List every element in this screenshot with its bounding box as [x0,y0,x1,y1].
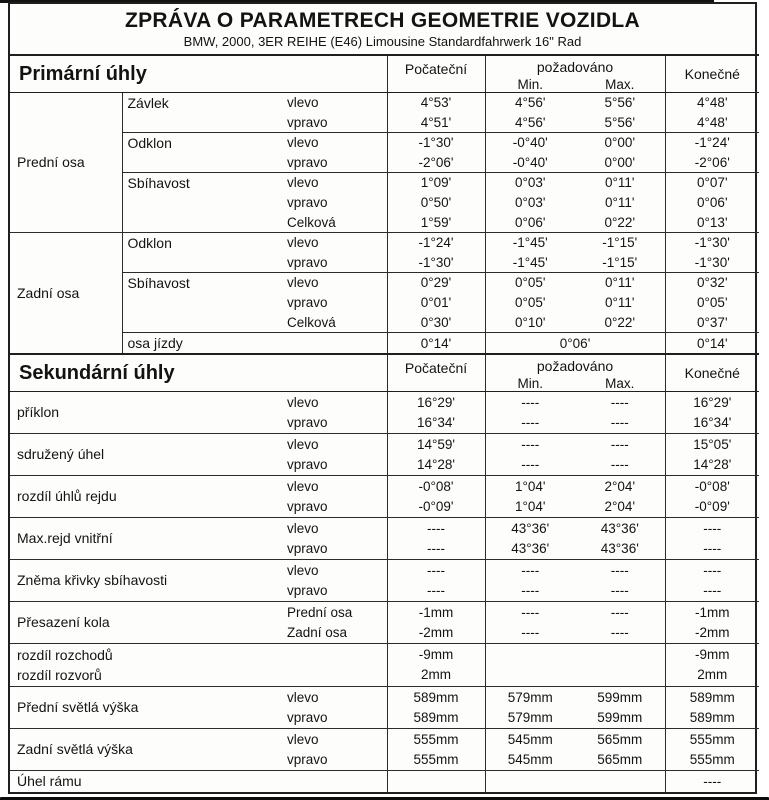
col-header-final: Konečné [665,354,759,392]
value-cell-initial: -1°30' [387,133,485,153]
side-label-cell: vlevo [282,476,387,497]
value-cell-min: 579mm [485,687,575,708]
value-cell-initial [387,644,485,687]
value-cell-max: ---- [610,583,629,599]
value-cell-min: 0°10' [485,313,575,333]
value-cell-min: 1°04' [485,497,575,518]
value-cell-final: ---- [665,518,759,539]
value-cell-max: 0°22' [604,314,636,330]
value-cell-final: ---- [665,560,759,581]
value-cell-max: ---- [575,560,665,581]
table-row [10,434,759,455]
side-label-cell: Celková [287,214,336,230]
value-cell-final: 15°05' [665,434,759,455]
value-cell-min: 1°04' [485,476,575,497]
value-cell-max: -1°15' [602,254,638,270]
value-cell-final: 0°05' [665,293,759,313]
side-label-cell: vpravo [287,710,328,726]
value-cell-max: 565mm [575,729,665,750]
value-cell-final: 0°06' [665,193,759,213]
value-cell-min: ---- [485,455,575,476]
table-row [10,133,759,153]
param-label-cell: Sbíhavost [122,273,282,333]
row-label-cell: Přední světlá výška [10,687,282,729]
value-cell-final: 4°48' [665,113,759,133]
side-label-cell: vpravo [287,583,328,599]
value-cell-final: -2mm [665,623,759,644]
value-cell-min: 0°06' [485,213,575,233]
side-label-cell: Prední osa [282,602,387,623]
report-title: ZPRÁVA O PARAMETRECH GEOMETRIE VOZIDLA [124,9,641,32]
param-label-cell: Odklon [122,133,282,173]
value-cell-initial: -2mm [387,623,485,644]
value-cell-initial: -1mm [387,602,485,623]
value-cell-max: 565mm [597,752,643,768]
primary-section-header [10,55,759,93]
value-cell-max: 5°56' [604,95,636,111]
value-cell-min: 43°36' [485,518,575,539]
col-header-required [485,354,665,392]
side-label-cell: Celková [287,314,336,330]
value-cell-max: 599mm [575,687,665,708]
side-label-cell: vlevo [282,560,387,581]
value-cell-max: 0°11' [575,273,665,293]
value-cell-final: 0°37' [665,313,759,333]
value-cell-initial: 14°28' [387,455,485,476]
value-cell-final: 16°34' [665,413,759,434]
value-cell-required: 0°06' [485,333,665,355]
side-label-cell: Zadní osa [287,625,348,641]
value-cell-final: 589mm [665,687,759,708]
report-header [10,4,755,54]
value-cell-initial: 555mm [387,729,485,750]
value-cell-initial: 16°29' [387,392,485,413]
value-cell-max: 0°00' [575,133,665,153]
table-row [10,392,759,413]
value-cell-final: -1°24' [665,133,759,153]
value-cell-initial: 1°59' [387,213,485,233]
value-cell-min: 4°56' [485,93,575,113]
side-label-cell: vpravo [287,415,328,431]
value-cell-initial: ---- [387,539,485,560]
value-line: 2mm [697,667,728,682]
report-page [0,2,769,800]
side-label-cell: vpravo [287,499,328,515]
col-header-required [485,55,665,93]
value-cell-final: 0°07' [665,173,759,193]
row-label-cell: osa jízdy [122,333,387,355]
table-row [10,333,759,355]
required-label: požadováno [536,358,614,374]
required-label: požadováno [536,59,614,75]
value-cell-final: 4°48' [665,93,759,113]
scan-bottom-edge [0,797,769,800]
value-cell-min: 545mm [485,729,575,750]
side-label-cell: vpravo [287,195,328,210]
value-line: -9mm [695,647,730,662]
value-cell-required [485,644,665,687]
col-header-initial: Počateční [387,354,485,392]
vehicle-description: BMW, 2000, 3ER REIHE (E46) Limousine Standardfahrwerk 16" Rad [183,34,582,49]
primary-section-title: Primární úhly [10,55,387,93]
value-cell-initial: 0°01' [387,293,485,313]
param-label-cell: Odklon [122,233,282,273]
side-label-cell: vlevo [282,273,387,293]
side-label-cell: vpravo [287,254,328,270]
value-cell-max: 0°11' [605,295,635,310]
value-cell-final: -1°30' [665,253,759,273]
row-label-cell: Úhel rámu [10,771,387,792]
value-cell-min: 0°03' [485,173,575,193]
col-header-final: Konečné [665,55,759,93]
value-cell-initial: 0°29' [387,273,485,293]
side-label-cell: vlevo [282,173,387,193]
value-cell-final: 0°13' [665,213,759,233]
value-cell-max: 599mm [597,710,643,726]
table-row [10,687,759,708]
row-label-line: rozdíl rozchodů [17,647,113,663]
value-cell-final: 16°29' [665,392,759,413]
minmax-labels [486,77,665,92]
value-cell-min: -1°45' [485,253,575,273]
value-cell-min: 0°03' [485,193,575,213]
table-row [10,233,759,253]
side-label-cell: vlevo [282,133,387,153]
side-label-cell: vpravo [287,154,328,170]
table-row [10,93,759,113]
value-cell-max: 2°04' [575,476,665,497]
value-cell-final: -1mm [665,602,759,623]
min-label: Min. [517,376,544,391]
value-cell-final: -0°09' [665,497,759,518]
value-cell-initial: ---- [387,518,485,539]
value-cell-initial: 14°59' [387,434,485,455]
side-label-cell: vlevo [282,687,387,708]
secondary-section-title: Sekundární úhly [10,354,387,392]
value-cell-initial: 589mm [387,687,485,708]
value-cell-min: 0°05' [485,293,575,313]
max-label: Max. [605,77,635,92]
side-label-cell: vlevo [282,434,387,455]
row-label-cell: Max.rejd vnitřní [10,518,282,560]
value-cell-final: ---- [665,581,759,602]
value-cell-min: 4°56' [485,113,575,133]
value-cell-final: 14°28' [665,455,759,476]
side-label-cell: vlevo [287,95,319,111]
value-cell-max: -1°15' [575,233,665,253]
row-label-cell: Přesazení kola [10,602,282,644]
row-label-cell: Zadní světlá výška [10,729,282,771]
table-row [10,560,759,581]
value-cell-final: 0°14' [665,333,759,355]
table-row [10,602,759,623]
value-cell-min: ---- [485,623,575,644]
value-cell-initial: -0°09' [387,497,485,518]
report-sheet [8,2,757,794]
value-cell-max: 0°11' [605,195,635,210]
value-cell-max: 5°56' [604,114,636,130]
value-cell-final: 555mm [665,750,759,771]
value-cell-max: ---- [610,457,629,473]
side-label-cell: vlevo [282,518,387,539]
group-label-cell: Zadní osa [10,233,122,355]
value-cell-min: ---- [485,434,575,455]
value-cell-final: 589mm [665,708,759,729]
side-label-cell: vpravo [287,541,328,557]
side-label-cell: vlevo [282,233,387,253]
minmax-labels [486,376,665,391]
row-label-cell [10,644,387,687]
value-line: 2mm [421,667,452,682]
max-label: Max. [605,376,635,391]
value-cell-min: -1°45' [485,233,575,253]
value-cell-max: 43°36' [575,518,665,539]
table-row [10,644,759,687]
side-label-cell: vlevo [282,729,387,750]
side-label-cell: vpravo [287,457,328,473]
value-cell-max: 2°04' [604,499,636,515]
value-cell-initial: 0°50' [387,193,485,213]
value-cell-initial: 4°53' [387,93,485,113]
value-cell-min: 579mm [485,708,575,729]
value-cell-final: -1°30' [665,233,759,253]
table-row [10,476,759,497]
required-header-wrap [486,355,665,391]
value-cell-min: ---- [485,413,575,434]
min-label: Min. [517,77,544,92]
required-header-wrap [486,56,665,92]
value-cell-min: ---- [485,581,575,602]
value-cell-max: ---- [575,434,665,455]
row-label-cell: Zněma křivky sbíhavosti [10,560,282,602]
param-label-cell: Sbíhavost [122,173,282,233]
value-cell-initial: 555mm [387,750,485,771]
value-cell-max: ---- [610,415,629,431]
value-cell-min: 0°05' [485,273,575,293]
value-cell-initial: -1°24' [387,233,485,253]
value-cell-min: ---- [485,602,575,623]
value-cell-final: -2°06' [665,153,759,173]
value-cell-initial: 4°51' [387,113,485,133]
value-cell-final: -0°08' [665,476,759,497]
group-label-cell: Prední osa [17,154,85,170]
value-cell-final [665,644,759,687]
value-cell-min: -0°40' [485,133,575,153]
value-cell-min: 545mm [485,750,575,771]
value-cell-max: ---- [610,625,629,641]
value-cell-initial: 589mm [387,708,485,729]
value-cell-max: ---- [575,602,665,623]
value-cell-min: ---- [485,560,575,581]
side-label-cell: vpravo [287,752,328,768]
row-label-cell: příklon [17,404,60,420]
value-cell-initial: 0°14' [387,333,485,355]
value-cell-initial [387,771,485,792]
value-cell-max: 0°22' [604,214,636,230]
value-cell-max: 0°00' [604,154,636,170]
value-cell-final: ---- [665,539,759,560]
value-cell-min: 43°36' [485,539,575,560]
value-cell-min: ---- [485,392,575,413]
table-row [10,173,759,193]
value-cell-required [485,771,665,792]
secondary-section-header [10,354,759,392]
side-label-cell: vpravo [287,114,328,130]
param-label-cell: Závlek [122,93,282,133]
row-label-line: rozdíl rozvorů [17,667,102,683]
value-line: -9mm [418,647,454,662]
table-row [10,771,759,792]
col-header-initial: Počateční [387,55,485,93]
table-row [10,729,759,750]
value-cell-min: -0°40' [485,153,575,173]
row-label-cell: sdružený úhel [10,434,282,476]
side-label-cell: vpravo [287,295,328,310]
value-cell-initial: ---- [387,560,485,581]
value-cell-final: 0°32' [665,273,759,293]
value-cell-initial: -1°30' [387,253,485,273]
side-label-cell: vlevo [287,394,319,410]
table-row [10,518,759,539]
value-cell-final: ---- [665,771,759,792]
value-cell-final: 555mm [665,729,759,750]
value-cell-initial: 16°34' [387,413,485,434]
value-cell-initial: -0°08' [387,476,485,497]
value-cell-max: 0°11' [575,173,665,193]
value-cell-initial: 0°30' [387,313,485,333]
geometry-table [10,54,759,792]
table-row [10,273,759,293]
value-cell-initial: -2°06' [387,153,485,173]
value-cell-initial: ---- [387,581,485,602]
value-cell-max: ---- [610,394,629,410]
row-label-cell: rozdíl úhlů rejdu [10,476,282,518]
value-cell-initial: 1°09' [387,173,485,193]
value-cell-max: 43°36' [600,541,639,557]
